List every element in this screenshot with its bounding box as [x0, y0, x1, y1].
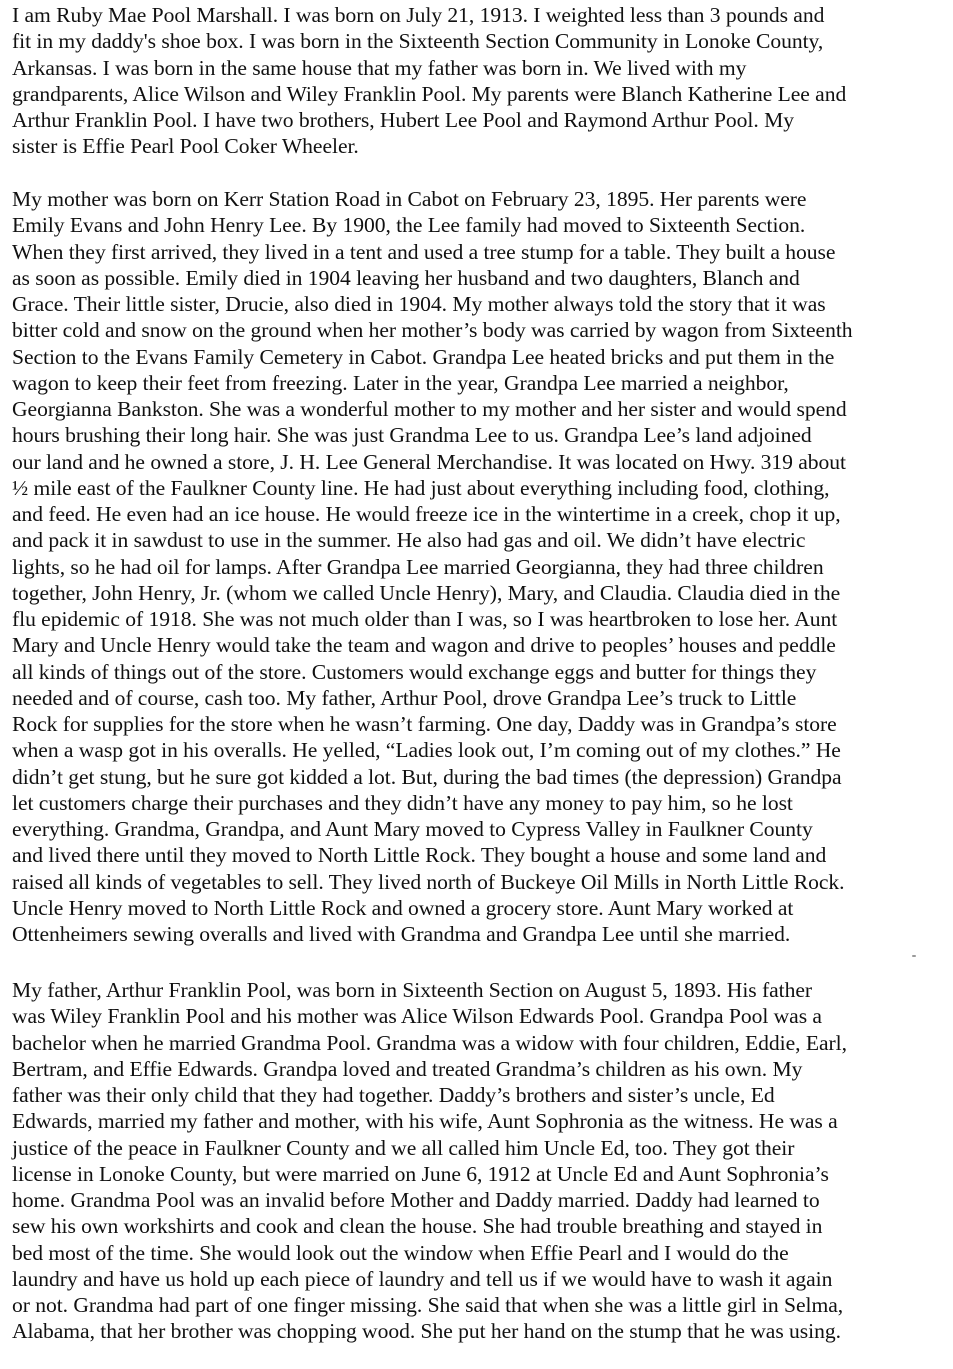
text-line: father was their only child that they had together. Daddy’s brothers and sister’s uncle, Ed	[12, 1083, 775, 1107]
text-line: My mother was born on Kerr Station Road in Cabot on February 23, 1895. Her parents were	[12, 187, 807, 211]
text-line: Rock for supplies for the store when he wasn’t farming. One day, Daddy was in Grandpa’s store	[12, 712, 837, 736]
text-line: and pack it in sawdust to use in the summer. He also had gas and oil. We didn’t have electric	[12, 528, 806, 553]
text-line: When they first arrived, they lived in a tent and used a tree stump for a table. They built a house	[12, 239, 836, 264]
paragraph-birth	[12, 2, 846, 160]
text-line: or not. Grandma had part of one finger missing. She said that when she was a little girl in Selma,	[12, 1293, 844, 1317]
text-line: all kinds of things out of the store. Customers would exchange eggs and butter for things they	[12, 659, 817, 684]
text-line: grandparents, Alice Wilson and Wiley Franklin Pool. My parents were Blanch Katherine Lee and	[12, 81, 847, 106]
text-line: didn’t get stung, but he sure got kidded a lot. But, during the bad times (the depression) Grandpa	[12, 764, 842, 789]
text-line: wagon to keep their feet from freezing. Later in the year, Grandpa Lee married a neighbor,	[12, 370, 789, 395]
text-line: lights, so he had oil for lamps. After Grandpa Lee married Georgianna, they had three children	[12, 554, 824, 579]
paragraph-father	[12, 977, 847, 1345]
text-line: Bertram, and Effie Edwards. Grandpa loved and treated Grandma’s children as his own. My	[12, 1056, 803, 1081]
text-line: sister is Effie Pearl Pool Coker Wheeler.	[12, 134, 359, 159]
text-line: as soon as possible. Emily died in 1904 leaving her husband and two daughters, Blanch and	[12, 265, 800, 290]
text-line: let customers charge their purchases and they didn’t have any money to pay him, so he lost	[12, 790, 793, 815]
text-line: was Wiley Franklin Pool and his mother was Alice Wilson Edwards Pool. Grandpa Pool was a	[12, 1004, 822, 1029]
text-line: home. Grandma Pool was an invalid before Mother and Daddy married. Daddy had learned to	[12, 1188, 820, 1212]
text-line: justice of the peace in Faulkner County and we all called him Uncle Ed, too. They got their	[12, 1135, 795, 1160]
text-line: I am Ruby Mae Pool Marshall. I was born on July 21, 1913. I weighted less than 3 pounds and	[12, 3, 825, 27]
text-line: and lived there until they moved to North Little Rock. They bought a house and some land and	[12, 843, 827, 868]
text-line: Grace. Their little sister, Drucie, also died in 1904. My mother always told the story that it was	[12, 292, 826, 316]
text-line: Alabama, that her brother was chopping wood. She put her hand on the stump that he was using.	[12, 1319, 841, 1344]
text-line: bed most of the time. She would look out the window when Effie Pearl and I would do the	[12, 1240, 789, 1265]
text-line: license in Lonoke County, but were married on June 6, 1912 at Uncle Ed and Aunt Sophronia’s	[12, 1161, 829, 1186]
text-line: ½ mile east of the Faulkner County line. He had just about everything including food, clothing,	[12, 475, 830, 500]
text-line: Mary and Uncle Henry would take the team and wagon and drive to peoples’ houses and peddle	[12, 633, 836, 658]
text-line: sew his own workshirts and cook and clean the house. She had trouble breathing and stayed in	[12, 1214, 823, 1239]
scan-speck	[912, 955, 916, 957]
text-line: Edwards, married my father and mother, with his wife, Aunt Sophronia as the witness. He was a	[12, 1109, 838, 1134]
text-line: bachelor when he married Grandma Pool. Grandma was a widow with four children, Eddie, Earl,	[12, 1030, 847, 1055]
text-line: My father, Arthur Franklin Pool, was born in Sixteenth Section on August 5, 1893. His father	[12, 978, 813, 1002]
text-line: needed and of course, cash too. My father, Arthur Pool, drove Grandpa Lee’s truck to Little	[12, 685, 797, 710]
text-line: Arthur Franklin Pool. I have two brothers, Hubert Lee Pool and Raymond Arthur Pool. My	[12, 108, 794, 132]
text-line: Emily Evans and John Henry Lee. By 1900, the Lee family had moved to Sixteenth Section.	[12, 213, 806, 238]
text-line: bitter cold and snow on the ground when her mother’s body was carried by wagon from Sixteenth	[12, 318, 853, 343]
text-line: Arkansas. I was born in the same house that my father was born in. We lived with my	[12, 55, 747, 80]
text-line: hours brushing their long hair. She was just Grandma Lee to us. Grandpa Lee’s land adjoined	[12, 423, 812, 448]
text-line: Section to the Evans Family Cemetery in Cabot. Grandpa Lee heated bricks and put them in the	[12, 344, 835, 369]
text-line: Georgianna Bankston. She was a wonderful mother to my mother and her sister and would spend	[12, 397, 847, 421]
text-line: Ottenheimers sewing overalls and lived with Grandma and Grandpa Lee until she married.	[12, 922, 791, 946]
text-line: together, John Henry, Jr. (whom we called Uncle Henry), Mary, and Claudia. Claudia died in the	[12, 580, 841, 605]
text-line: everything. Grandma, Grandpa, and Aunt Mary moved to Cypress Valley in Faulkner County	[12, 817, 813, 841]
text-line: when a wasp got in his overalls. He yelled, “Ladies look out, I’m coming out of my clothes.” He	[12, 738, 841, 763]
text-line: flu epidemic of 1918. She was not much older than I was, so I was heartbroken to lose her. Aunt	[12, 607, 838, 631]
text-line: raised all kinds of vegetables to sell. They lived north of Buckeye Oil Mills in North Little Rock.	[12, 869, 845, 894]
text-line: and feed. He even had an ice house. He would freeze ice in the wintertime in a creek, chop it up,	[12, 502, 841, 526]
text-line: laundry and have us hold up each piece of laundry and tell us if we would have to wash it again	[12, 1266, 833, 1291]
text-line: Uncle Henry moved to North Little Rock and owned a grocery store. Aunt Mary worked at	[12, 895, 794, 920]
text-line: our land and he owned a store, J. H. Lee General Merchandise. It was located on Hwy. 319 about	[12, 449, 846, 474]
text-line: fit in my daddy's shoe box. I was born in the Sixteenth Section Community in Lonoke County,	[12, 29, 824, 54]
paragraph-mother	[12, 186, 853, 947]
